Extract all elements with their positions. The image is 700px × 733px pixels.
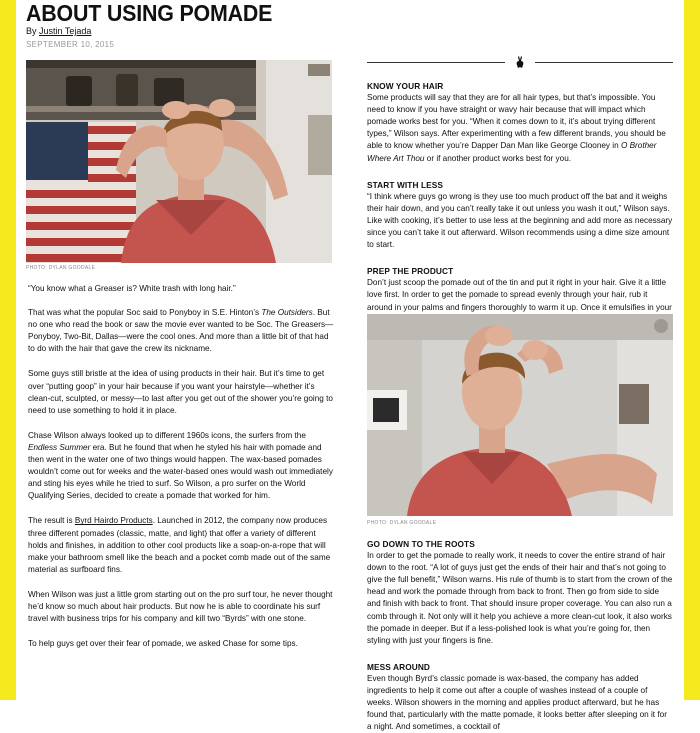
author-link[interactable]: Justin Tejada bbox=[39, 26, 92, 36]
paragraph bbox=[28, 368, 334, 416]
paragraph bbox=[28, 283, 334, 295]
bunny-logo-icon bbox=[514, 56, 526, 68]
article-body-right bbox=[367, 80, 673, 326]
film-title: O Brother Where Art Thou bbox=[367, 141, 657, 163]
paragraph-text: Some guys still bristle at the idea of using products in their hair. But it’s time to get over “putting goop” in your hair because if you want your hairstyle—whether it’s clean-cut, sculpted, or messy—to last after you get out of the shower you’re going to need to use something to hold it in place. bbox=[28, 369, 333, 415]
paragraph-text: The result is bbox=[28, 516, 75, 526]
paragraph-text: Some products will say that they are for all hair types, but that’s impossible. You need to know if you have straight or wavy hair because that will impact which pomade works best for you. “When it comes down to it, it’s about trying different types,” Wilson says. After experimenting with a few different brands, you should be able to know whether you’re Dapper Dan Man like George Clooney in bbox=[367, 93, 666, 151]
paragraph-text: In order to get the pomade to really work, it needs to cover the entire strand of hair down to the root. “A lot of guys just get the ends of their hair and that’s not going to give the full benefit,” Wilson warns. His rule of thumb is to start from the crown of the head and work the pomade through from back to front. Then go from side to side and finish with back to front. That should insure proper coverage. You can also run a comb through it. Not only will it help you achieve a more clean-cut look, it also works the pomade in deeper. But if a less-polished look is what you’re going for, then styling with just your fingers is fine. bbox=[367, 551, 673, 645]
paragraph bbox=[28, 638, 334, 650]
paragraph-text: era. But he found that when he styled his hair with pomade and then went in the water one of two things would happen. The wax-based pomades wouldn’t come out for weeks and the water-based ones would wash out immediately and sting his eyes while he tried to surf. So Wilson, a pro surfer on the World Qualifying Series, decided to create a pomade that worked for him. bbox=[28, 442, 333, 501]
photo-caption: PHOTO: DYLAN GOODALE bbox=[367, 520, 437, 526]
paragraph-text: Don’t just scoop the pomade out of the tin and put it right in your hair. Give it a little love first. In order to get the pomade to spread evenly through your hair, rub it around in your palms and fingers thoroughly to warm it up. Once it emulsifies in your bbox=[367, 278, 672, 312]
section-heading: START WITH LESS bbox=[367, 179, 444, 190]
paragraph-text: . Launched in 2012, the company now produces three different pomades (classic, matte, and light) that offer a variety of different holds and finishes, in addition to other cool products like a soap-on-a-rope that will make your bathroom smell like the beach and a pocket comb made out of the same material as surfboard fins. bbox=[28, 516, 331, 574]
section-heading: KNOW YOUR HAIR bbox=[367, 81, 444, 91]
section-divider bbox=[367, 56, 673, 68]
photo-man-styling-hair-bathroom bbox=[367, 314, 673, 516]
photo-man-styling-hair-flag bbox=[26, 60, 332, 263]
divider-line bbox=[535, 62, 673, 63]
byline-prefix: By bbox=[26, 26, 37, 36]
paragraph-text: That was what the popular Soc said to Ponyboy in S.E. Hinton’s bbox=[28, 308, 262, 318]
left-yellow-border bbox=[0, 0, 16, 700]
paragraph-text: “You know what a Greaser is? White trash with long hair.” bbox=[28, 284, 236, 293]
paragraph bbox=[367, 673, 673, 733]
paragraph bbox=[367, 191, 673, 251]
publish-date: SEPTEMBER 10, 2015 bbox=[26, 40, 115, 49]
article-body-left bbox=[28, 283, 334, 650]
section-heading: PREP THE PRODUCT bbox=[367, 266, 454, 277]
paragraph-text: Chase Wilson always looked up to different 1960s icons, the surfers from the bbox=[28, 430, 306, 440]
byline bbox=[26, 26, 91, 36]
film-title: Endless Summer bbox=[28, 442, 91, 452]
right-yellow-border bbox=[684, 0, 700, 700]
paragraph-text: When Wilson was just a little grom starting out on the pro surf tour, he never thought he’d know so much about hair products. But now he is able to coordinate his surf travel with business trips for his company and kill two “Byrds” with one stone. bbox=[28, 589, 333, 624]
paragraph bbox=[28, 307, 334, 355]
photo-caption: PHOTO: DYLAN GOODALE bbox=[26, 265, 96, 271]
paragraph-text: or if another product works best for you. bbox=[424, 153, 572, 163]
divider-line bbox=[367, 62, 505, 63]
byrd-products-link[interactable]: Byrd Hairdo Products bbox=[74, 516, 153, 526]
section-heading: GO DOWN TO THE ROOTS bbox=[367, 539, 475, 549]
article-body-right-continued bbox=[367, 538, 673, 733]
paragraph-text: . But no one who read the book or saw the movie ever wanted to be Soc. The Greasers—Ponyboy, Two-Bit, Dallas—were the cool ones. And more than a little bit of that had to do with the hair that gave the crew its nickname. bbox=[28, 308, 334, 354]
paragraph bbox=[367, 92, 673, 165]
paragraph-text: “I think where guys go wrong is they use too much product off the bat and it weighs their hair down, and you can’t really take it out unless you wash it out,” Wilson says. Like with cooking, it’s better to use less at the beginning and add more as necessary since you can’t take it out afterward. Wilson recommends using a dime size amount to start. bbox=[367, 191, 673, 250]
paragraph bbox=[28, 589, 334, 625]
article-title: ABOUT USING POMADE bbox=[26, 0, 273, 26]
paragraph bbox=[367, 550, 673, 647]
book-title: The Outsiders bbox=[261, 308, 313, 318]
paragraph bbox=[28, 515, 334, 575]
paragraph-text: Even though Byrd’s classic pomade is wax-based, the company has added ingredients to help it come out after a couple of washes instead of a couple of weeks. Wilson showers in the morning and applies product afterward, but he has found that, particularly with the matte pomade, it looks better after sleeping on it for a night. And sometimes, a cocktail of bbox=[367, 673, 667, 732]
photo-illustration bbox=[26, 60, 332, 263]
paragraph bbox=[28, 430, 334, 503]
section-heading: MESS AROUND bbox=[367, 661, 431, 672]
paragraph-text: To help guys get over their fear of pomade, we asked Chase for some tips. bbox=[28, 639, 298, 649]
photo-illustration bbox=[367, 314, 673, 516]
